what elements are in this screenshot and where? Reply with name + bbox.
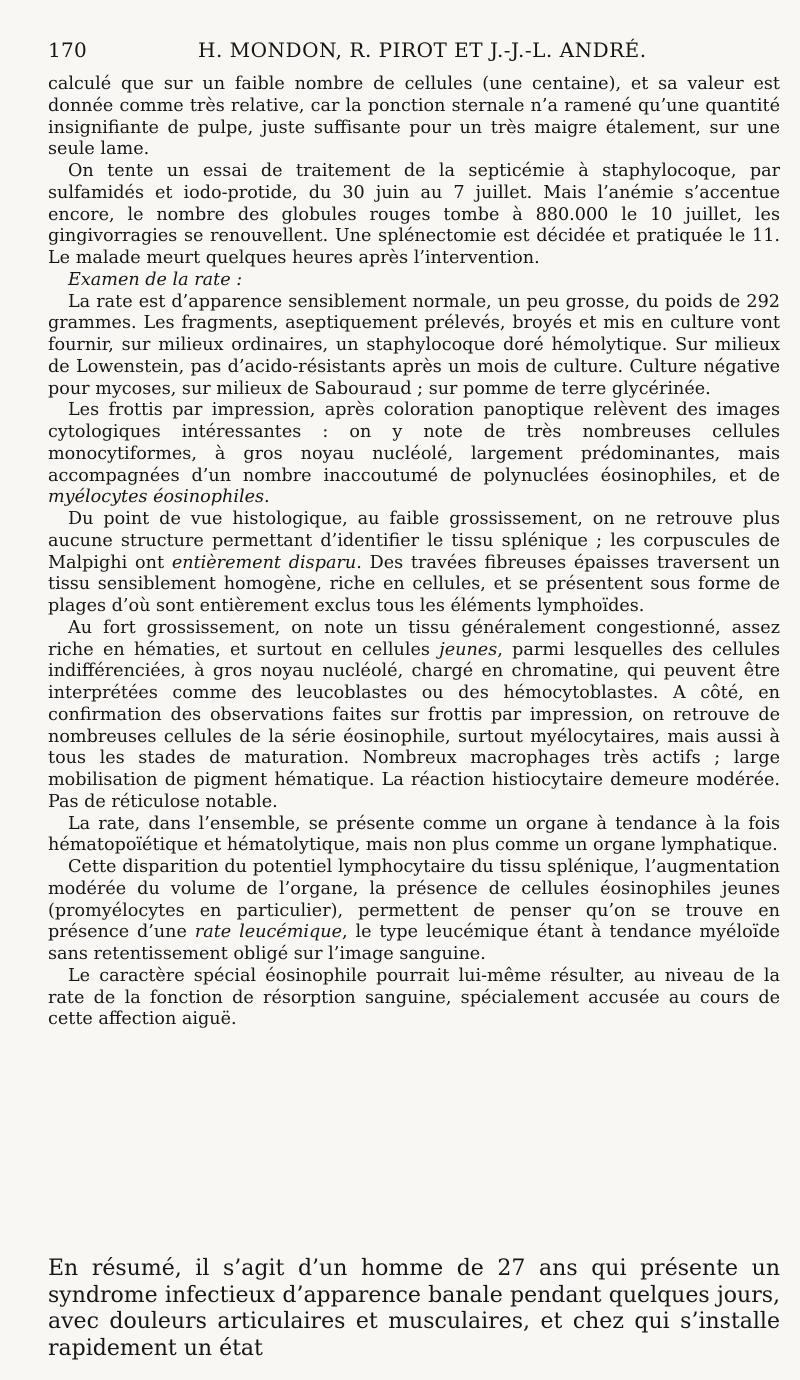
disparition-text: Cette disparition du potentiel lymphocytaire du tissu splénique, l’augmentation modérée du volume de l’organe, la présence de cellules éosinophiles jeunes (promyélocytes en particulier), permettent de penser qu’on se trouve en présence d’une <box>48 857 780 943</box>
running-head-authors: H. MONDON, R. PIROT ET J.-J.-L. ANDRÉ. <box>198 38 647 62</box>
paragraph-frottis <box>48 400 780 509</box>
body-text <box>48 74 780 1031</box>
summary-block <box>48 1256 780 1362</box>
frottis-emphasis: myélocytes éosinophiles <box>48 487 265 508</box>
running-head <box>48 38 752 68</box>
paragraph-fort-grossissement <box>48 618 780 814</box>
disparition-text-end: , le type leucémique étant à tendance myéloïde sans retentissement obligé sur l’image sanguine. <box>48 922 780 964</box>
paragraph-myelogram-continuation: calculé que sur un faible nombre de cellules (une centaine), et sa valeur est donnée comme très relative, car la ponction sternale n’a ramené qu’une quantité insignifiante de pulpe, juste suffisante pour un très maigre étalement, sur une seule lame. <box>48 74 780 160</box>
histologie-emphasis: entièrement disparu <box>171 552 357 573</box>
frottis-text: Les frottis par impression, après coloration panoptique relèvent des images cytologiques intéressantes : on y note de très nombreuses cellules monocytiformes, à gros noyau nucléolé, largement prédominantes, mais accompagnées d’un nombre inaccoutumé de polynuclées éosinophiles, et de <box>48 400 780 486</box>
grossissement-text: Au fort grossissement, on note un tissu généralement congestionné, assez riche en hématies, et surtout en cellules <box>48 617 780 660</box>
section-heading-examen-rate: Examen de la rate : <box>68 269 243 290</box>
disparition-emphasis: rate leucémique <box>194 922 343 943</box>
histologie-text-end: . Des travées fibreuses épaisses traversent un tissu sensiblement homogène, riche en cellules, et se présentent sous forme de plages d’où sont entièrement exclus tous les éléments lymphoïdes. <box>48 552 780 616</box>
histologie-text: Du point de vue histologique, au faible grossissement, on ne retrouve plus aucune structure permettant d’identifier le tissu splénique ; les corpuscules de Malpighi ont <box>48 509 780 573</box>
page-number: 170 <box>48 38 88 62</box>
paragraph-histologie <box>48 509 780 618</box>
paragraph-eosinophile: Le caractère spécial éosinophile pourrait lui-même résulter, au niveau de la rate de la fonction de résorption sanguine, spécialement accusée au cours de cette affection aiguë. <box>48 965 780 1030</box>
grossissement-text-end: , parmi lesquelles des cellules indifférenciées, à gros noyau nucléolé, chargé en chromatine, qui peuvent être interprétées comme des leucoblastes ou des hémocytoblastes. A côté, en confirmation des observations faites sur frottis par impression, on retrouve de nombreuses cellules de la série éosinophile, surtout myélocytaires, mais aussi à tous les stades de maturation. Nombreux macrophages très actifs ; large mobilisation de pigment hématique. La réaction histiocytaire demeure modérée. Pas de réticulose notable. <box>48 639 780 812</box>
summary-paragraph: En résumé, il s’agit d’un homme de 27 ans qui présente un syndrome infectieux d’apparence banale pendant quelques jours, avec douleurs articulaires et musculaires, et chez qui s’installe rapidement un état <box>48 1256 780 1361</box>
paragraph-disparition <box>48 857 780 966</box>
grossissement-emphasis: jeunes <box>439 639 498 660</box>
paragraph-rate-culture: La rate est d’apparence sensiblement normale, un peu grosse, du poids de 292 grammes. Les fragments, aseptiquement prélevés, broyés et mis en culture vont fournir, sur milieux ordinaires, un staphylocoque doré hémolytique. Sur milieux de Lowenstein, pas d’acido-résistants après un mois de culture. Culture négative pour mycoses, sur milieux de Sabouraud ; sur pomme de terre glycérinée. <box>48 291 780 399</box>
frottis-text-end: . <box>264 487 270 508</box>
paragraph-rate-ensemble: La rate, dans l’ensemble, se présente comme un organe à tendance à la fois hématopoïétique et hématolytique, mais non plus comme un organe lymphatique. <box>48 813 780 856</box>
paragraph-treatment: On tente un essai de traitement de la septicémie à staphylocoque, par sulfamidés et iodo-protide, du 30 juin au 7 juillet. Mais l’anémie s’accentue encore, le nombre des globules rouges tombe à 880.000 le 10 juillet, les gingivorragies se renouvellent. Une splénectomie est décidée et pratiquée le 11. Le malade meurt quelques heures après l’intervention. <box>48 161 780 268</box>
